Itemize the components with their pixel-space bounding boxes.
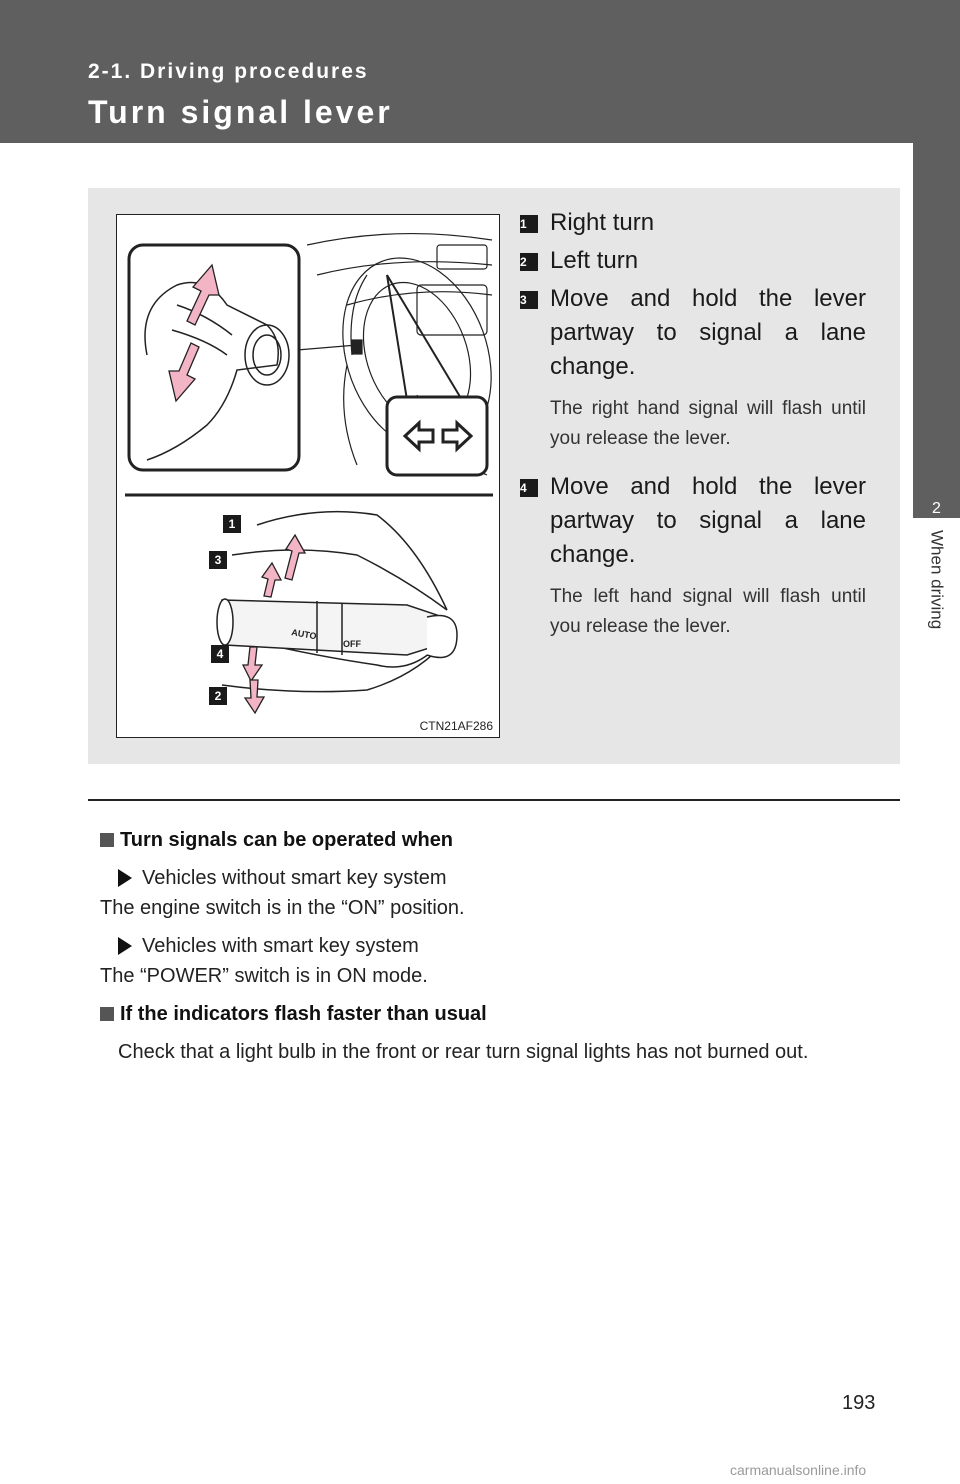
svg-text:AUTO: AUTO [290,627,318,642]
condition-text: The “POWER” switch is in ON mode. [100,965,428,987]
chapter-number: 2 [932,500,941,517]
callout-3-label: 3 [214,553,222,567]
figure-legend [520,200,866,658]
legend-note: The right hand signal will flash until you release the lever. [550,398,866,449]
chapter-tab[interactable] [913,143,960,518]
legend-item [520,244,866,278]
condition-label: Vehicles with smart key system [118,931,890,961]
header-bar [0,0,960,143]
legend-text: Move and hold the lever partway to signal a lane change. [550,285,866,380]
callout-1-label: 1 [228,517,236,531]
legend-text: Move and hold the lever partway to signal a lane change. [550,473,866,568]
lever-illustration [116,214,500,738]
svg-text:OFF: OFF [343,639,361,649]
section-label: 2-1. Driving procedures [88,60,369,83]
square-bullet-icon [100,1007,114,1021]
condition-label: Vehicles without smart key system [118,863,890,893]
triangle-bullet-icon [118,869,132,887]
lever-drawing [117,215,501,739]
subheading: If the indicators flash faster than usual [100,999,890,1029]
page-title: Turn signal lever [88,94,393,130]
triangle-bullet-icon [118,937,132,955]
subheading: Turn signals can be operated when [100,825,890,855]
legend-text: Left turn [550,247,639,274]
legend-number: 3 [520,293,527,307]
paragraph: Check that a light bulb in the front or rear turn signal lights has not burned out. [118,1041,809,1063]
figure-code: CTN21AF286 [419,719,493,733]
legend-number: 1 [520,217,527,231]
section-divider [88,799,900,801]
callout-2-label: 2 [214,689,222,703]
watermark: carmanualsonline.info [730,1462,867,1478]
body-text [100,825,890,1067]
callout-4-label: 4 [216,647,224,661]
legend-number: 4 [520,481,527,495]
legend-item [520,470,866,572]
legend-item [520,282,866,384]
legend-number: 2 [520,255,527,269]
condition-text: The engine switch is in the “ON” position. [100,897,465,919]
square-bullet-icon [100,833,114,847]
legend-item [520,206,866,240]
page-number: 193 [842,1392,876,1414]
legend-text: Right turn [550,209,655,236]
chapter-label: When driving [927,530,947,630]
legend-note: The left hand signal will flash until you release the lever. [550,586,866,637]
